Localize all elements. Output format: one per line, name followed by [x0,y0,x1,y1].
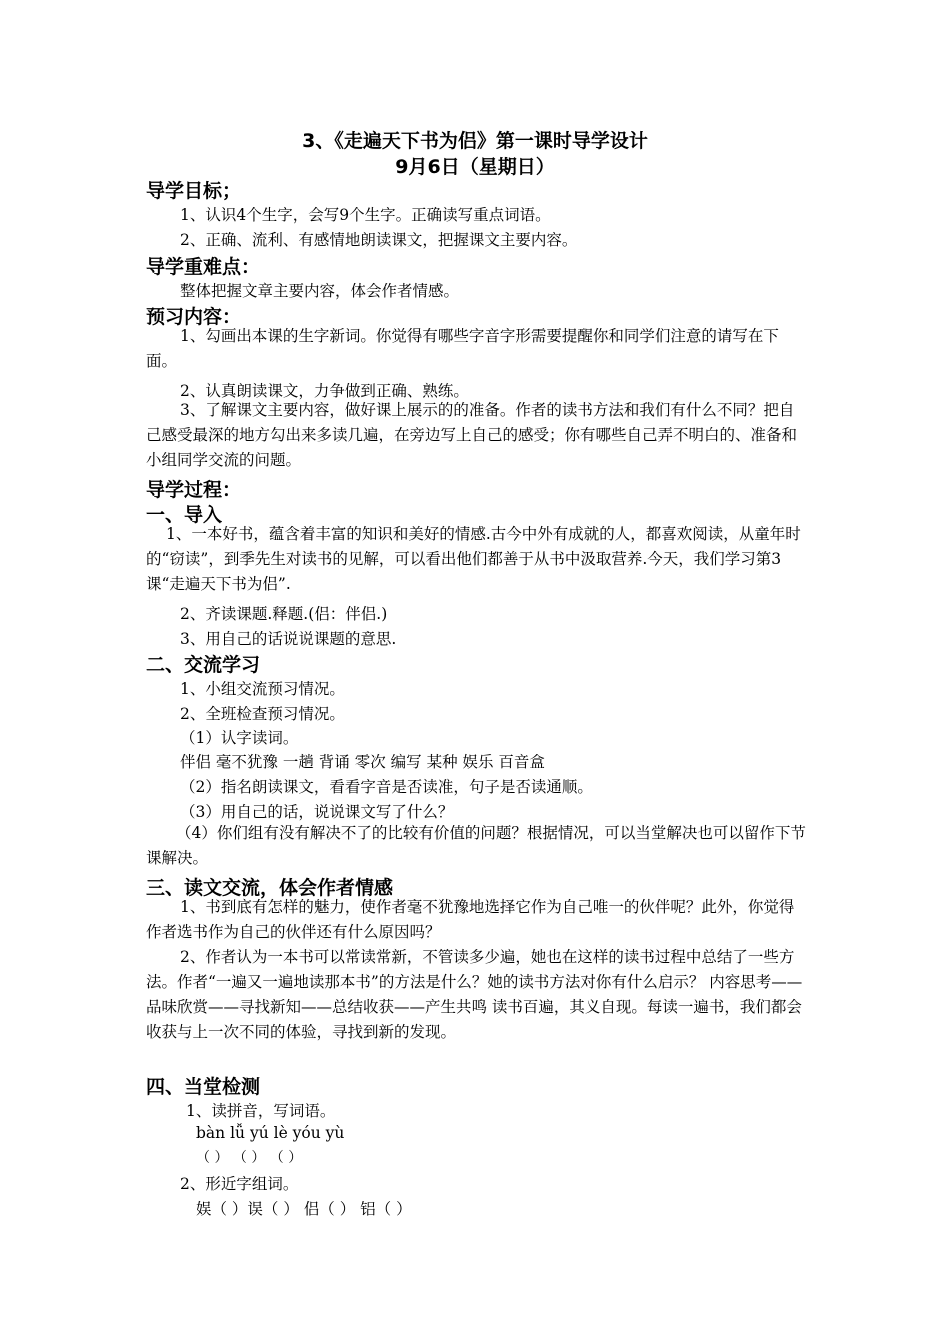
section-3-item: 1、书到底有怎样的魅力，使作者毫不犹豫地选择它作为自己唯一的伙伴呢？此外，你觉得作者选书作为自己的伙伴还有什么原因吗？ [146,898,795,941]
preview-item: 3、了解课文主要内容，做好课上展示的的准备。作者的读书方法和我们有什么不同？把自己感受最深的地方勾出来多读几遍，在旁边写上自己的感受；你有哪些自己弄不明白的、准备和小组同学交流的问题。 [146,401,798,469]
section-4-heading: 四、当堂检测 [146,1076,261,1098]
difficulty-heading: 导学重难点： [146,256,261,278]
difficulty-text: 整体把握文章主要内容，体会作者情感。 [180,282,460,300]
section-3-item: 2、作者认为一本书可以常读常新，不管读多少遍，她也在这样的读书过程中总结了一些方法。作者“一遍又一遍地读那本书”的方法是什么？她的读书方法对你有什么启示？ 内容思考——品味欣赏——寻找新知——总结收获——产生共鸣 读书百遍，其义自现。每读一遍书，我们都会收获与上一次不同的体验，寻找到新的发现。 [146,948,803,1041]
test-question: 2、形近字组词。 [180,1175,299,1193]
process-heading: 导学过程： [146,479,242,501]
document-date: 9月6日（星期日） [395,156,555,178]
goal-item: 1、认识4个生字，会写9个生字。正确读写重点词语。 [180,206,551,224]
section-2-item: （1）认字读词。 [180,729,299,747]
goal-item: 2、正确、流利、有感情地朗读课文，把握课文主要内容。 [180,231,578,249]
section-3-heading: 三、读文交流，体会作者情感 [146,877,394,899]
preview-item: 2、认真朗读课文，力争做到正确、熟练。 [180,382,469,400]
answer-blanks: （ ） （ ） （ ） [196,1150,303,1166]
section-2-heading: 二、交流学习 [146,654,261,676]
answer-blanks: 娱（ ）误（ ） 侣（ ） 铝（ ） [196,1200,412,1218]
section-1-item: 1、一本好书，蕴含着丰富的知识和美好的情感.古今中外有成就的人，都喜欢阅读，从童年时的“窃读”，到季先生对读书的见解，可以看出他们都善于从书中汲取营养.今天，我们学习第3课“走遍天下书为侣”. [146,525,801,593]
section-1-heading: 一、导入 [146,504,223,526]
section-1-item: 2、齐读课题.释题.(侣：伴侣.) [180,605,388,623]
preview-heading: 预习内容： [146,306,242,328]
section-2-item: （3）用自己的话，说说课文写了什么？ [180,803,454,821]
test-question: 1、读拼音，写词语。 [186,1102,336,1120]
pinyin-line: bàn lǚ yú lè yóu yù [196,1124,345,1142]
goals-heading: 导学目标； [146,180,242,202]
section-2-item: 1、小组交流预习情况。 [180,680,345,698]
section-2-item: （4）你们组有没有解决不了的比较有价值的问题？根据情况，可以当堂解决也可以留作下节课解决。 [146,824,806,867]
document-title: 3、《走遍天下书为侣》第一课时导学设计 [302,130,648,152]
vocabulary-list: 伴侣 毫不犹豫 一趟 背诵 零次 编写 某种 娱乐 百音盒 [180,753,545,771]
section-2-item: 2、全班检查预习情况。 [180,705,345,723]
section-1-item: 3、用自己的话说说课题的意思. [180,630,397,648]
section-2-item: （2）指名朗读课文，看看字音是否读准，句子是否读通顺。 [180,778,593,796]
preview-item: 1、勾画出本课的生字新词。你觉得有哪些字音字形需要提醒你和同学们注意的请写在下面。 [146,327,779,370]
